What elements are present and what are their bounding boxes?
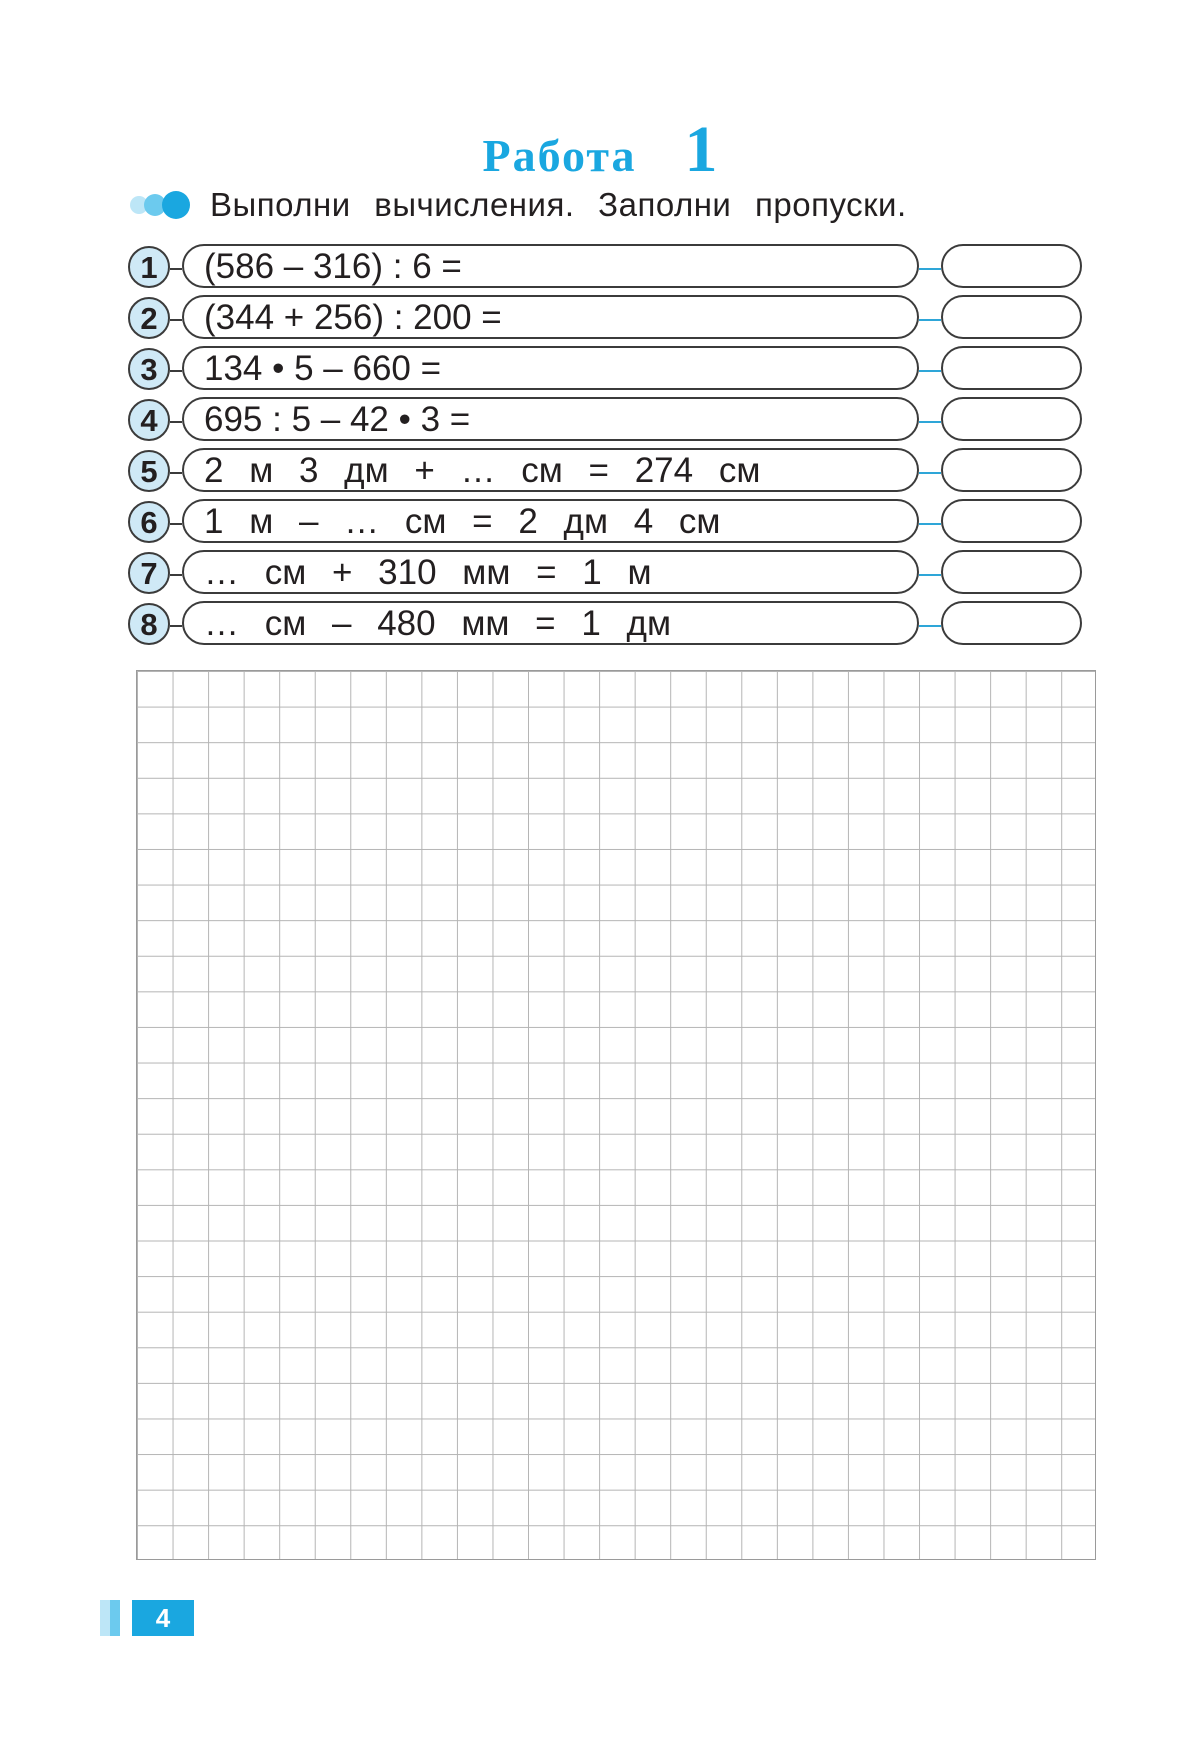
task-number: 4: [128, 399, 170, 441]
answer-field[interactable]: [941, 448, 1082, 492]
task-expression: (586 – 316) : 6 =: [182, 244, 919, 288]
task-expression: 2 м 3 дм + … см = 274 см: [182, 448, 919, 492]
title-word: Работа: [482, 130, 637, 181]
task-number: 8: [128, 603, 170, 645]
page-number-badge: [100, 1600, 194, 1636]
title-number: 1: [684, 113, 718, 186]
answer-field[interactable]: [941, 244, 1082, 288]
task-row: [128, 345, 1098, 396]
task-list: [128, 243, 1098, 651]
bullet-dots-icon: [130, 190, 192, 220]
task-row: [128, 447, 1098, 498]
answer-field[interactable]: [941, 295, 1082, 339]
task-number: 7: [128, 552, 170, 594]
task-row: [128, 396, 1098, 447]
task-number: 2: [128, 297, 170, 339]
task-row: [128, 498, 1098, 549]
task-number: 5: [128, 450, 170, 492]
instruction: [130, 185, 907, 225]
squared-grid-area[interactable]: [136, 670, 1096, 1560]
task-expression: 134 • 5 – 660 =: [182, 346, 919, 390]
page-title: [0, 112, 1200, 188]
task-row: [128, 600, 1098, 651]
answer-field[interactable]: [941, 346, 1082, 390]
task-row: [128, 549, 1098, 600]
task-expression: … см + 310 мм = 1 м: [182, 550, 919, 594]
page-number: 4: [132, 1600, 194, 1636]
task-number: 3: [128, 348, 170, 390]
task-expression: 1 м – … см = 2 дм 4 см: [182, 499, 919, 543]
answer-field[interactable]: [941, 499, 1082, 543]
task-expression: (344 + 256) : 200 =: [182, 295, 919, 339]
task-expression: 695 : 5 – 42 • 3 =: [182, 397, 919, 441]
task-row: [128, 243, 1098, 294]
task-expression: … см – 480 мм = 1 дм: [182, 601, 919, 645]
answer-field[interactable]: [941, 397, 1082, 441]
task-row: [128, 294, 1098, 345]
answer-field[interactable]: [941, 550, 1082, 594]
instruction-text: Выполни вычисления. Заполни пропуски.: [210, 186, 907, 223]
answer-field[interactable]: [941, 601, 1082, 645]
task-number: 6: [128, 501, 170, 543]
task-number: 1: [128, 246, 170, 288]
